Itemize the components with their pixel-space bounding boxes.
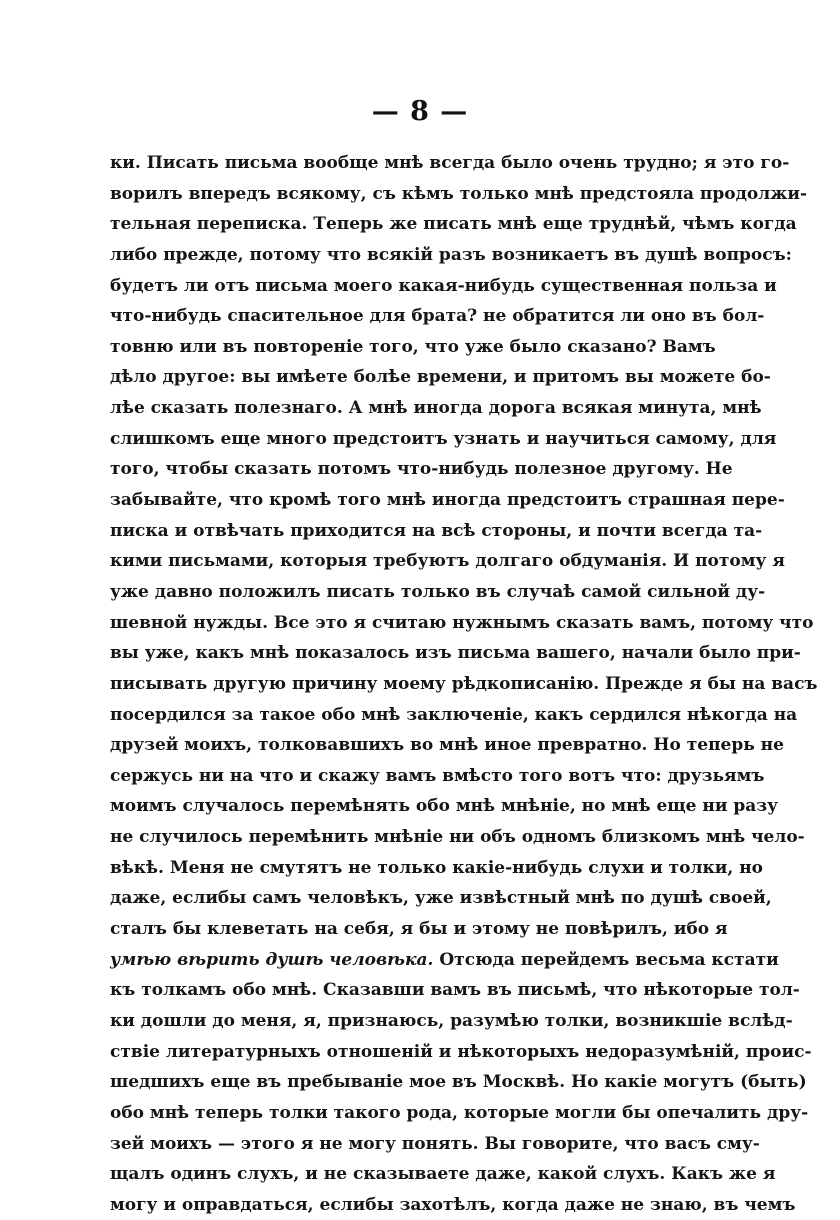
text-line: дѣло другое: вы имѣете болѣе времени, и притомъ вы можете бо-: [110, 367, 771, 388]
text-line: забывайте, что кромѣ того мнѣ иногда предстоитъ страшная пере-: [110, 490, 785, 511]
text-line: вы уже, какъ мнѣ показалось изъ письма вашего, начали было при-: [110, 643, 801, 664]
text-line: товню или въ повтореніе того, что уже было сказано? Вамъ: [110, 336, 716, 357]
text-line: могу и оправдаться, еслибы захотѣлъ, когда даже не знаю, въ чемъ: [110, 1194, 796, 1215]
text-line: ствіе литературныхъ отношеній и нѣкоторыхъ недоразумѣній, проис-: [110, 1041, 812, 1062]
text-line: ки дошли до меня, я, признаюсь, разумѣю толки, возникшіе вслѣд-: [110, 1010, 793, 1031]
text-line: тельная переписка. Теперь же писать мнѣ еще труднѣй, чѣмъ когда: [110, 214, 797, 235]
text-line: того, чтобы сказать потомъ что-нибудь полезное другому. Не: [110, 459, 733, 480]
text-line: лѣе сказать полезнаго. А мнѣ иногда дорога всякая минута, мнѣ: [110, 398, 762, 419]
text-line: друзей моихъ, толковавшихъ во мнѣ иное превратно. Но теперь не: [110, 735, 784, 756]
text-line-italic: [110, 945, 779, 976]
text-line: моимъ случалось перемѣнять обо мнѣ мнѣніе, но мнѣ еще ни разу: [110, 796, 778, 817]
text-line: даже, еслибы самъ человѣкъ, уже извѣстный мнѣ по душѣ своей,: [110, 888, 772, 909]
text-line: слишкомъ еще много предстоитъ узнать и научиться самому, для: [110, 428, 777, 449]
text-line: писка и отвѣчать приходится на всѣ стороны, и почти всегда та-: [110, 520, 763, 541]
text-line: ворилъ впередъ всякому, съ кѣмъ только мнѣ предстояла продолжи-: [110, 183, 808, 204]
text-line: не случилось перемѣнить мнѣніе ни объ одномъ близкомъ мнѣ чело-: [110, 827, 805, 848]
text-line: сталъ бы клеветать на себя, я бы и этому не повѣрилъ, ибо я: [110, 919, 728, 940]
text-line: ки. Писать письма вообще мнѣ всегда было очень трудно; я это го-: [110, 153, 790, 173]
text-line: къ толкамъ обо мнѣ. Сказавши вамъ въ письмѣ, что нѣкоторые тол-: [110, 980, 800, 1001]
page-number: — 8 —: [371, 96, 469, 127]
body-text: [110, 148, 818, 1220]
text-line: кими письмами, которыя требуютъ долгаго обдуманія. И потому я: [110, 551, 785, 572]
text-line: шевной нужды. Все это я считаю нужнымъ сказать вамъ, потому что: [110, 612, 814, 633]
text-line: что-нибудь спасительное для брата? не обратится ли оно въ бол-: [110, 306, 765, 327]
text-line: либо прежде, потому что всякій разъ возникаетъ въ душѣ вопросъ:: [110, 244, 792, 265]
text-line: сержусь ни на что и скажу вамъ вмѣсто того вотъ что: друзьямъ: [110, 765, 765, 786]
text-line: писывать другую причину моему рѣдкописанію. Прежде я бы на васъ: [110, 673, 818, 694]
text-line: зей моихъ — этого я не могу понять. Вы говорите, что васъ сму-: [110, 1133, 760, 1154]
line-rest: Отсюда перейдемъ весьма кстати: [439, 949, 779, 970]
text-line: вѣкѣ. Меня не смутятъ не только какіе-нибудь слухи и толки, но: [110, 857, 763, 878]
text-line: обо мнѣ теперь толки такого рода, которые могли бы опечалить дру-: [110, 1102, 809, 1123]
text-line: шедшихъ еще въ пребываніе мое въ Москвѣ. Но какіе могутъ (быть): [110, 1072, 807, 1093]
text-line: посердился за такое обо мнѣ заключеніе, какъ сердился нѣкогда на: [110, 704, 798, 725]
text-line: щалъ одинъ слухъ, и не сказываете даже, какой слухъ. Какъ же я: [110, 1164, 776, 1185]
italic-phrase: умѣю вѣрить душѣ человѣка.: [110, 949, 434, 970]
text-line: уже давно положилъ писать только въ случаѣ самой сильной ду-: [110, 581, 766, 602]
text-line: будетъ ли отъ письма моего какая-нибудь существенная польза и: [110, 275, 777, 296]
